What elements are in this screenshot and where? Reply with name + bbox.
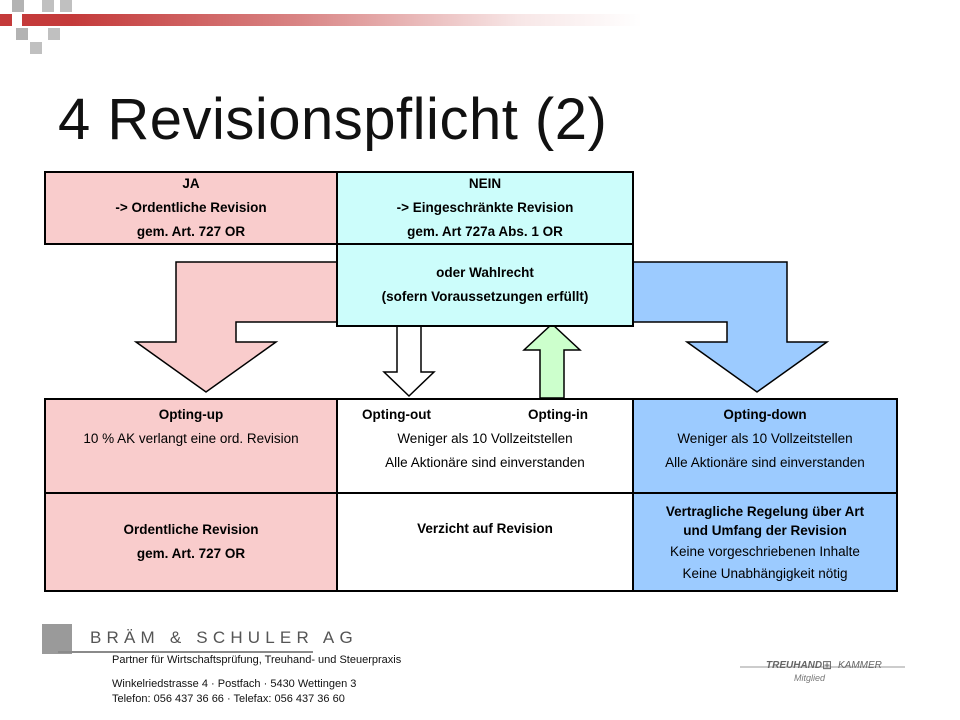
footer-address: Winkelriedstrasse 4 · Postfach · 5430 Wettingen 3 (112, 678, 357, 690)
vertragliche-line1: Vertragliche Regelung über Art (665, 503, 865, 519)
footer-logo-line (58, 651, 313, 653)
footer-company: BRÄM & SCHULER AG (90, 628, 358, 647)
box-ja-line2: -> Ordentliche Revision (115, 200, 267, 215)
footer-logo-square (42, 624, 72, 654)
ordentliche-revision-line1: Ordentliche Revision (123, 522, 259, 537)
box-nein-line3: gem. Art 727a Abs. 1 OR (407, 224, 563, 239)
box-ja-line1: JA (182, 176, 200, 191)
box-nein-line1: NEIN (468, 176, 502, 191)
opting-in-heading: Opting-in (528, 407, 588, 422)
opting-up-heading: Opting-up (158, 407, 224, 422)
opting-out-in-text2: Alle Aktionäre sind einverstanden (385, 455, 585, 470)
opting-out-in-text1: Weniger als 10 Vollzeitstellen (397, 431, 573, 446)
opting-down-text2: Alle Aktionäre sind einverstanden (665, 455, 865, 470)
slide-title: 4 Revisionspflicht (2) (58, 87, 608, 152)
badge-left: TREUHAND (766, 660, 823, 671)
opting-down-text1: Weniger als 10 Vollzeitstellen (677, 431, 853, 446)
badge-right: KAMMER (838, 660, 882, 671)
box-wahlrecht-line1: oder Wahlrecht (436, 265, 534, 280)
box-nein-line2: -> Eingeschränkte Revision (396, 200, 574, 215)
footer-tagline: Partner für Wirtschaftsprüfung, Treuhand- und Steuerpraxis (112, 654, 402, 666)
opting-down-heading: Opting-down (723, 407, 807, 422)
opting-up-text: 10 % AK verlangt eine ord. Revision (83, 431, 299, 446)
box-ja-line3: gem. Art. 727 OR (136, 224, 246, 239)
footer-phone: Telefon: 056 437 36 66 · Telefax: 056 437 36 60 (112, 693, 345, 705)
badge-mark-icon: ⊞ (822, 658, 833, 672)
vertragliche-line3: Keine vorgeschriebenen Inhalte (670, 543, 860, 559)
vertragliche-line2: und Umfang der Revision (683, 522, 847, 538)
treuhand-kammer-badge (766, 658, 906, 688)
badge-sub: Mitglied (794, 673, 826, 683)
ordentliche-revision-line2: gem. Art. 727 OR (136, 546, 246, 561)
verzicht-text: Verzicht auf Revision (417, 521, 553, 536)
box-wahlrecht-line2: (sofern Voraussetzungen erfüllt) (381, 289, 589, 304)
vertragliche-line4: Keine Unabhängigkeit nötig (682, 565, 848, 581)
opting-out-heading: Opting-out (362, 407, 431, 422)
